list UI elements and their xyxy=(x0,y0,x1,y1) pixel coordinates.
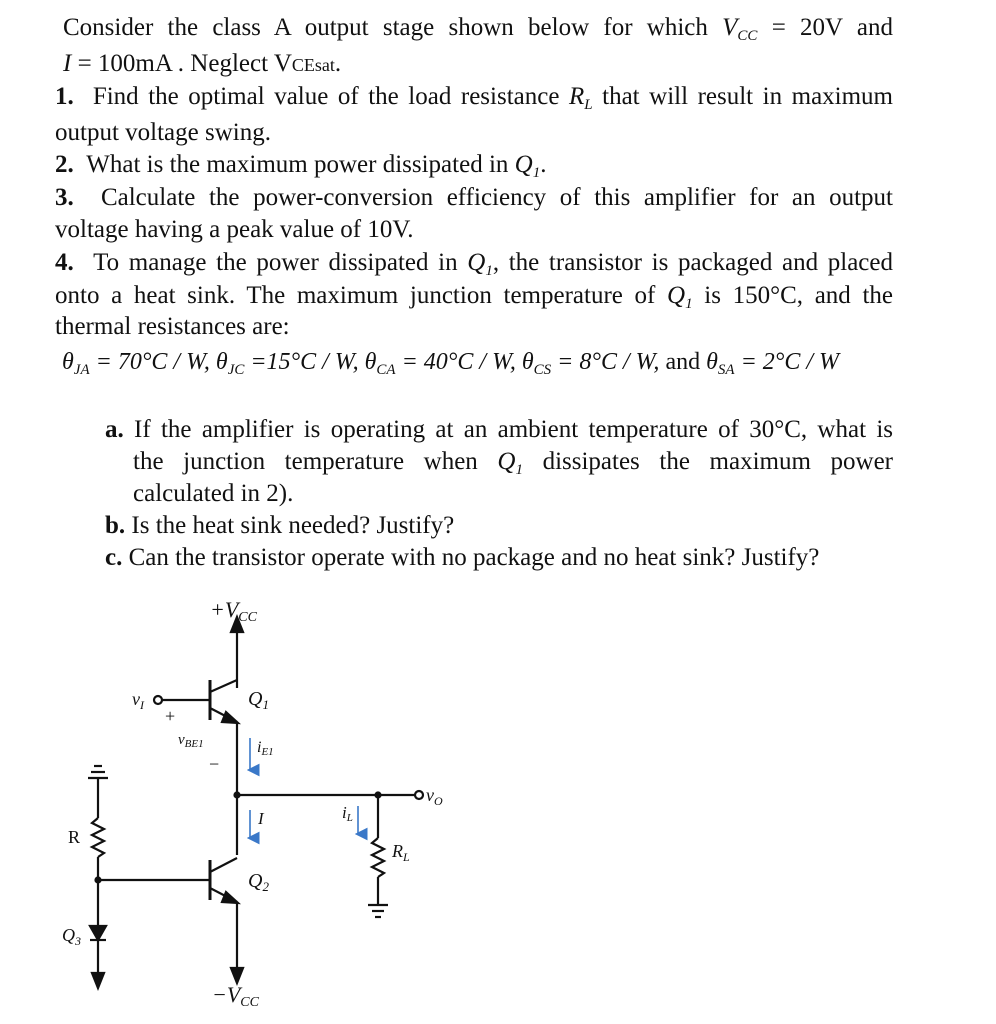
q1-label-sub: 1 xyxy=(262,697,269,712)
il-label: i xyxy=(342,803,347,822)
theta-sa-sub: SA xyxy=(717,362,735,378)
il-label-sub: L xyxy=(346,812,353,824)
rl-resistor xyxy=(372,838,384,877)
vcc-pos-label: +V xyxy=(210,597,239,622)
question-3-text: Calculate the power-conversion efficiency of this amplifier for an output xyxy=(100,184,894,211)
vcc-neg-label: −V xyxy=(212,982,241,1007)
svg-text:Q1 xyxy=(248,688,269,712)
question-2-text: What is the maximum power dissipated in xyxy=(86,151,515,178)
thermal-and: and xyxy=(659,349,707,375)
r-label: R xyxy=(68,827,81,847)
vbe-label-sub: BE1 xyxy=(184,738,204,750)
sub-question-b-label: b. xyxy=(105,512,126,539)
rl-sub: L xyxy=(584,97,593,113)
question-4-text-2: onto a heat sink. The maximum junction temperature of xyxy=(55,282,668,309)
r-resistor xyxy=(92,818,104,857)
sub-question-c-text: Can the transistor operate with no package and no heat sink? Justify? xyxy=(128,544,820,571)
q1-emitter-arrow xyxy=(222,712,238,723)
i-label: I xyxy=(258,809,264,828)
q2-emitter-arrow xyxy=(222,892,238,903)
i-symbol: I xyxy=(63,50,72,77)
q1-sub: 1 xyxy=(485,263,493,279)
q1-collector xyxy=(210,680,237,692)
vbe-plus: + xyxy=(165,706,176,726)
vo-label-sub: O xyxy=(434,794,443,808)
question-2-end: . xyxy=(540,151,547,178)
output-junction xyxy=(235,793,240,798)
theta-jc-sub: JC xyxy=(227,362,245,378)
sub-question-a-text-2: the junction temperature when xyxy=(133,448,498,475)
question-1-text-2: output voltage swing. xyxy=(55,119,271,146)
question-4-number: 4. xyxy=(55,249,74,276)
q1-symbol: Q xyxy=(497,448,516,475)
theta-symbol: θ xyxy=(364,349,377,375)
svg-text:RL xyxy=(391,841,410,864)
question-1-text-b: that will result in maximum xyxy=(592,83,894,110)
vi-label-sub: I xyxy=(140,698,144,712)
question-4-text-b: , the transistor is packaged and placed xyxy=(492,249,893,276)
theta-symbol: θ xyxy=(62,349,74,375)
svg-text:+VCC xyxy=(210,597,258,625)
question-3-text-2: voltage having a peak value of 10V. xyxy=(55,216,414,243)
svg-text:vO xyxy=(426,785,443,808)
theta-ca-sub: CA xyxy=(376,362,396,378)
intro-end: . xyxy=(334,50,342,77)
question-4-text-2b: is 150°C, and the xyxy=(692,282,893,309)
vi-terminal xyxy=(154,696,162,704)
sub-question-b-text: Is the heat sink needed? Justify? xyxy=(131,512,455,539)
svg-text:iL xyxy=(342,803,353,824)
sub-question-a-text-3: calculated in 2). xyxy=(133,480,294,507)
vcc-neg-arrow xyxy=(231,968,243,983)
question-1-number: 1. xyxy=(55,83,74,110)
q2-label: Q xyxy=(248,870,263,892)
theta-sa-value: = 2°C / W xyxy=(734,349,840,375)
q1-symbol: Q xyxy=(667,282,686,309)
theta-cs-value: = 8°C / W, xyxy=(551,349,660,375)
theta-symbol: θ xyxy=(521,349,534,375)
q1-sub: 1 xyxy=(532,165,541,181)
svg-text:Q3 xyxy=(62,925,81,948)
question-2-number: 2. xyxy=(55,151,74,178)
ie1-label-sub: E1 xyxy=(261,746,274,758)
question-1-text: Find the optimal value of the load resistance xyxy=(92,83,569,110)
theta-ja-sub: JA xyxy=(73,362,90,378)
q3-label: Q xyxy=(62,925,75,945)
svg-text:iE1 xyxy=(257,739,274,758)
theta-cs-sub: CS xyxy=(533,362,552,378)
vcc-sub: CC xyxy=(737,28,758,44)
question-4-text: To manage the power dissipated in xyxy=(93,249,468,276)
svg-text:Q2 xyxy=(248,870,269,894)
svg-text:vBE1 xyxy=(178,732,204,750)
vcesat-sub: CEsat xyxy=(291,55,335,75)
q3-arrow xyxy=(92,973,104,988)
q1-symbol: Q xyxy=(514,151,533,178)
q1-symbol: Q xyxy=(467,249,486,276)
q2-collector xyxy=(210,858,237,872)
vcc-pos-sub: CC xyxy=(238,610,257,625)
question-3-number: 3. xyxy=(55,184,74,211)
q1-sub: 1 xyxy=(515,462,523,478)
sub-question-a-text-2b: dissipates the maximum power xyxy=(522,448,893,475)
question-4-text-3: thermal resistances are: xyxy=(55,313,290,340)
rl-label: R xyxy=(392,841,403,861)
vi-label: v xyxy=(132,689,140,709)
svg-text:−VCC xyxy=(212,982,260,1010)
q3-diode xyxy=(90,926,106,940)
intro-text: Consider the class A output stage shown below for which xyxy=(63,14,723,41)
q1-sub: 1 xyxy=(685,296,693,312)
sub-question-c-label: c. xyxy=(105,544,123,571)
i-value: = 100mA . Neglect V xyxy=(71,50,292,77)
vbe-minus: − xyxy=(209,754,220,774)
vo-terminal xyxy=(415,791,423,799)
vcc-value: = 20V and xyxy=(757,14,893,41)
theta-ja-value: = 70°C / W, xyxy=(89,349,216,375)
q2-label-sub: 2 xyxy=(262,879,269,894)
vcc-symbol: V xyxy=(722,14,738,41)
vbe-label: v xyxy=(178,732,185,748)
svg-text:vI xyxy=(132,689,145,712)
q3-label-sub: 3 xyxy=(75,934,81,948)
sub-question-a-label: a. xyxy=(105,416,124,443)
ie1-label: i xyxy=(257,739,262,756)
sub-question-a-text: If the amplifier is operating at an ambient temperature of 30°C, what is xyxy=(134,416,893,443)
theta-symbol: θ xyxy=(706,349,718,375)
theta-ca-value: = 40°C / W, xyxy=(395,349,522,375)
rl-label-sub: L xyxy=(403,850,410,864)
q3-junction xyxy=(96,878,101,883)
vo-label: v xyxy=(426,785,434,805)
rl-symbol: R xyxy=(568,83,585,110)
vcc-neg-sub: CC xyxy=(240,995,259,1010)
theta-jc-value: =15°C / W, xyxy=(244,349,365,375)
theta-symbol: θ xyxy=(215,349,228,375)
q1-label: Q xyxy=(248,688,263,710)
